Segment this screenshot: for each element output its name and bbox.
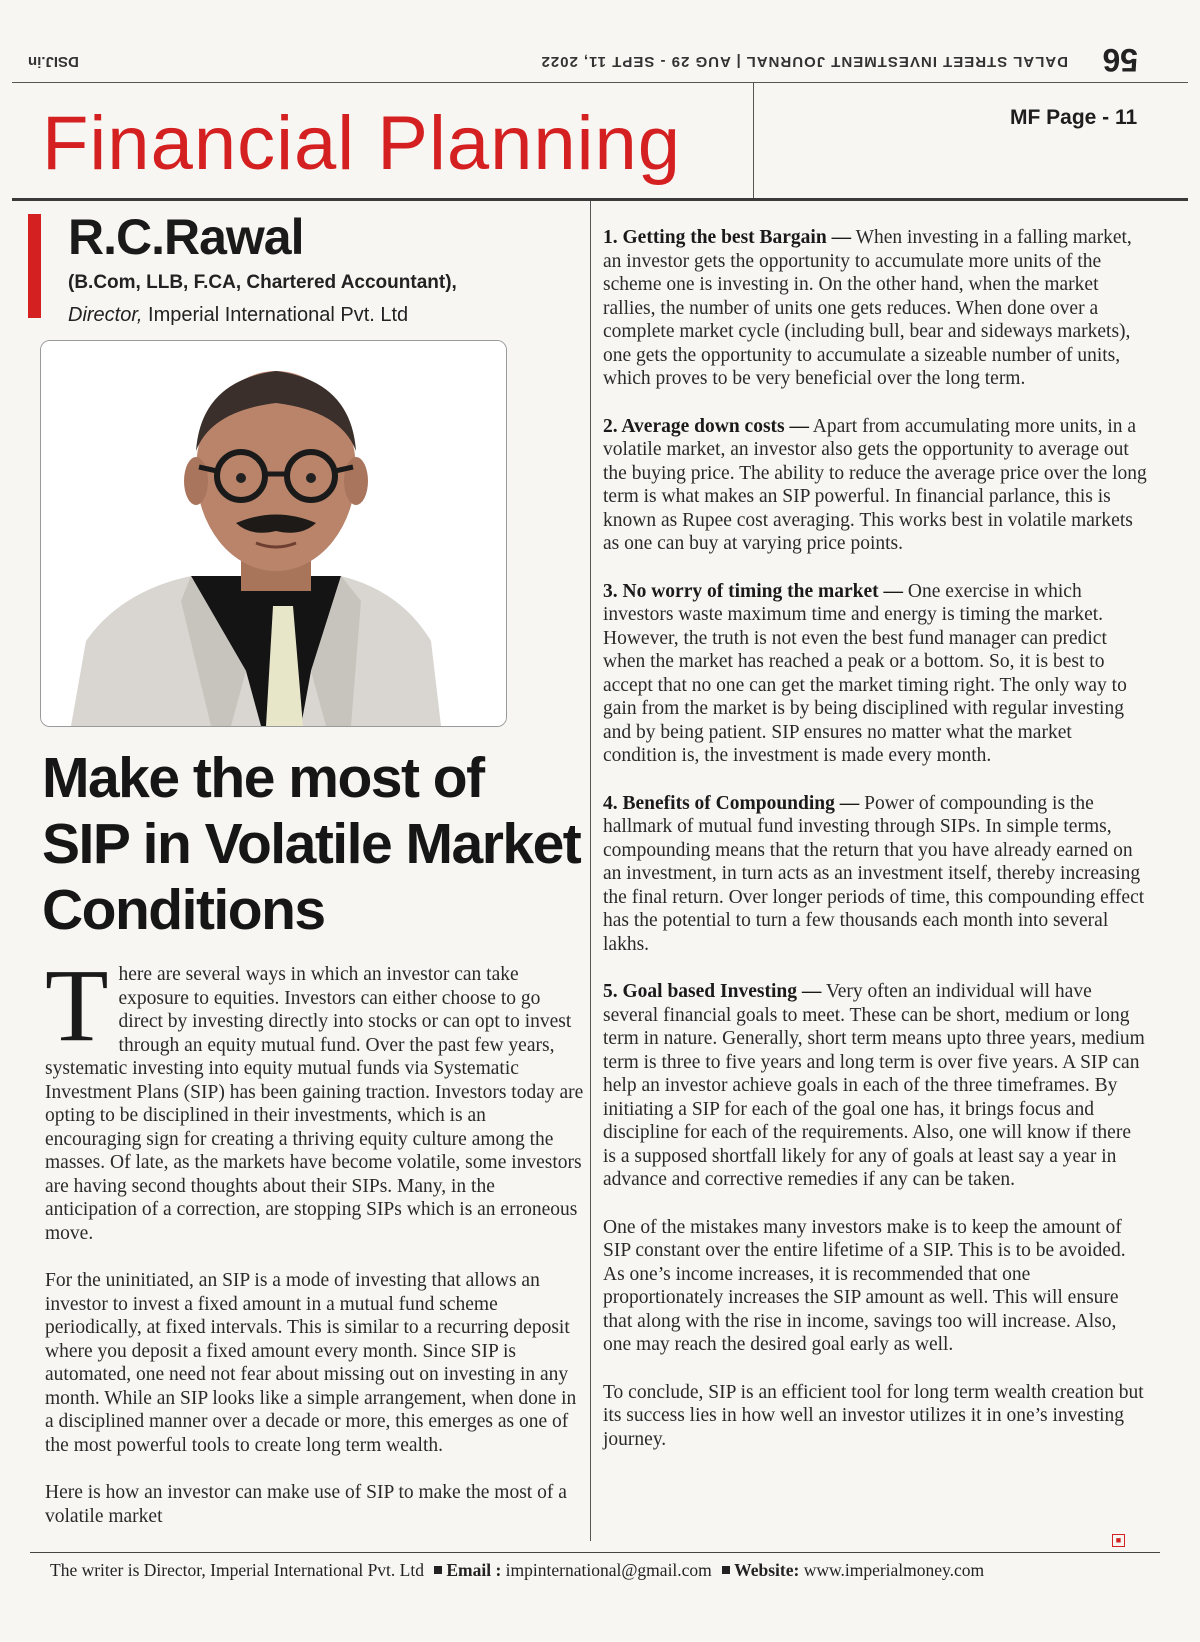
point-title: 2. Average down costs — (603, 415, 809, 437)
point-title: 3. No worry of timing the market — (603, 580, 904, 602)
intro-paragraph (45, 948, 585, 1245)
author-company: Imperial International Pvt. Ltd (142, 304, 409, 326)
lead-in-paragraph: Here is how an investor can make use of SIP to make the most of a volatile market (45, 1482, 567, 1527)
page-number: 56 (1102, 42, 1138, 78)
point-text: Very often an individual will have several financial goals to meet. These can be short, medium or long term in nature. Generally, short term means upto three years, medium term is three to five years and long term is over five years. A SIP can help an investor achieve goals in each of the three timeframes. By initiating a SIP for each of the goal one has, it brings focus and discipline for each of the requirements. Also, one will know if there is a supposed shortfall likely for any of goals at least say a year in advance and corrective remedies if any can be taken. (603, 981, 1145, 1190)
website-label: Website: (734, 1560, 800, 1580)
header-rule (12, 82, 1188, 83)
website-url: www.imperialmoney.com (799, 1560, 985, 1580)
mistakes-paragraph: One of the mistakes many investors make is to keep the amount of SIP constant over the entire lifetime of a SIP. This is to be avoided. As one’s income increases, it is recommended that one proportionately increases the SIP amount as well. This will ensure that along with the rise in income, savings too will increase. Also, one may reach the desired goal early as well. (603, 1216, 1126, 1355)
end-of-article-icon: ■ (1112, 1534, 1125, 1547)
left-column (45, 948, 585, 1552)
drop-cap: T (45, 948, 109, 1063)
writer-note: The writer is Director, Imperial International Pvt. Ltd (50, 1560, 424, 1580)
point-2 (603, 415, 1148, 556)
journal-line: DALAL STREET INVESTMENT JOURNAL | AUG 29 - SEPT 11, 2022 (540, 53, 1068, 70)
author-role (68, 304, 408, 327)
point-text: Apart from accumulating more units, in a volatile market, an investor also gets the opportunity to average out the buying price. The ability to reduce the average price over the long term is what makes an SIP powerful. In financial parlance, this is known as Rupee cost averaging. This works best in volatile markets as one can buy at varying price points. (603, 415, 1147, 554)
author-portrait-illustration (41, 341, 506, 726)
point-5 (603, 980, 1148, 1192)
point-text: Power of compounding is the hallmark of mutual fund investing through SIPs. In simple terms, compounding means that the return that you have already earned on an investment, in turn acts as an investment itself, thereby increasing the final return. Over longer periods of time, this compounding effect has the potential to turn a few thousands each month into several lakhs. (603, 792, 1145, 955)
site-name: DSIJ.in (28, 53, 79, 70)
intro-text: here are several ways in which an investor can take exposure to equities. Investors can either choose to go direct by investing directly into stocks or can opt to invest through an equity mutual fund. Over the past few years, systematic investing into equity mutual funds via Systematic Investment Plans (SIP) has been gaining traction. Investors today are opting to be disciplined in their investments, which is an encouraging sign for creating a thriving equity culture among the masses. Of late, as the markets have become volatile, some investors are having second thoughts about their SIPs. Many, in the anticipation of a correction, are stopping SIPs which is an erroneous move. (45, 964, 584, 1244)
point-1 (603, 226, 1148, 391)
sip-definition-paragraph: For the uninitiated, an SIP is a mode of investing that allows an investor to invest a fixed amount in a mutual fund scheme periodically, at fixed intervals. This is similar to a recurring deposit where you deposit a fixed amount every month. Since SIP is automated, one need not fear about missing out on investing in any month. While an SIP looks like a simple arrangement, when done in a disciplined manner over a decade or more, this emerges as one of the most powerful tools to create long term wealth. (45, 1270, 577, 1456)
bullet-square-icon (722, 1566, 730, 1574)
email-label: Email : (446, 1560, 502, 1580)
point-title: 5. Goal based Investing — (603, 981, 822, 1002)
point-4 (603, 792, 1148, 957)
section-rule (12, 198, 1188, 201)
article-footer (50, 1560, 1160, 1581)
author-name: R.C.Rawal (68, 209, 304, 265)
point-title: 4. Benefits of Compounding — (603, 792, 860, 814)
author-qualifications: (B.Com, LLB, F.CA, Chartered Accountant), (68, 272, 457, 293)
section-title: Financial Planning (42, 101, 682, 186)
point-text: When investing in a falling market, an investor gets the opportunity to accumulate more units of the scheme one is investing in. On the other hand, when the market rallies, the number of units one gets reduces. When done over a complete market cycle (including bull, bear and sideways markets), one gets the opportunity to accumulate a sizeable number of units, which proves to be very beneficial over the long term. (603, 227, 1132, 389)
mf-page-label: MF Page - 11 (1010, 106, 1138, 129)
point-title: 1. Getting the best Bargain — (603, 227, 852, 248)
author-role-title: Director, (68, 304, 143, 326)
author-photo (40, 340, 507, 727)
column-divider (590, 201, 591, 1541)
footer-rule (30, 1552, 1160, 1553)
email-address: impinternational@gmail.com (501, 1560, 712, 1580)
header-divider (753, 82, 754, 200)
point-3 (603, 580, 1148, 768)
conclusion-paragraph: To conclude, SIP is an efficient tool for long term wealth creation but its success lies in how well an investor utilizes it in one’s investing journey. (603, 1381, 1144, 1450)
running-header (28, 42, 1138, 78)
point-text: One exercise in which investors waste maximum time and energy is timing the market. However, the truth is not even the best fund manager can predict when the market has reached a peak or a bottom. So, it is best to accept that no one can get the market timing right. The only way to gain from the market is by being disciplined with regular investing and by being patient. SIP ensures no matter what the market condition is, the investment is made every month. (603, 580, 1127, 766)
article-headline: Make the most of SIP in Volatile Market Conditions (42, 746, 581, 942)
right-column (603, 226, 1148, 1475)
bullet-square-icon (434, 1566, 442, 1574)
author-accent-bar (28, 214, 41, 318)
